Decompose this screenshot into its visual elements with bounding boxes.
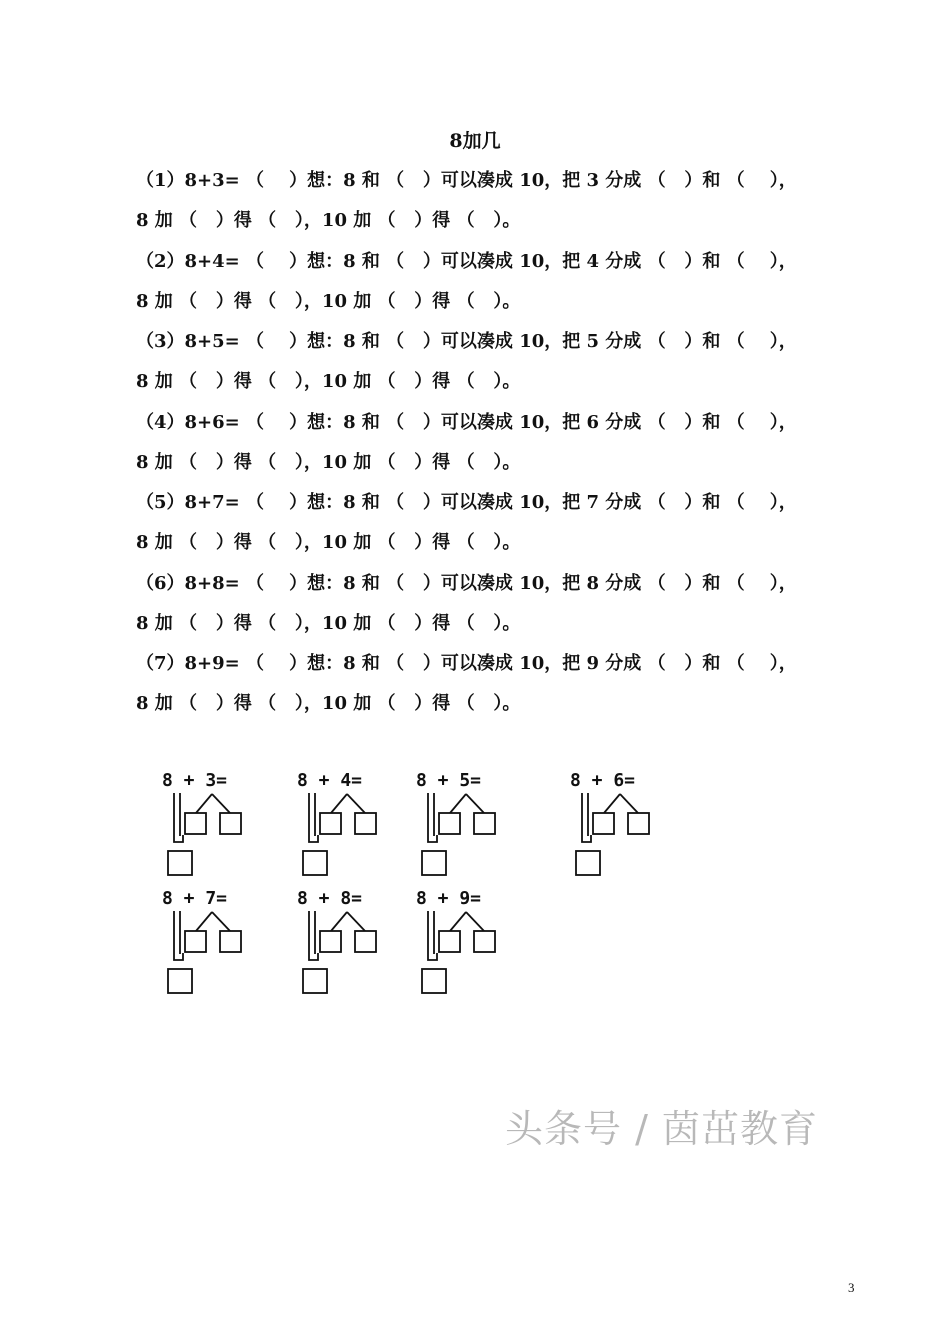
diagram-lines [570, 770, 680, 880]
exercise-line-1: （1）8+3= （ ）想：8 和 （ ）可以凑成 10，把 3 分成 （ ）和 （ ）， [136, 170, 797, 191]
result-box [303, 851, 327, 875]
exercise-line-1: （4）8+6= （ ）想：8 和 （ ）可以凑成 10，把 6 分成 （ ）和 （ ）， [136, 411, 797, 433]
result-box [576, 851, 600, 875]
diagram-lines [162, 888, 272, 998]
answer-box [439, 931, 460, 952]
exercise-line-2: 8 加 （ ）得 （ ），10 加 （ ）得 （ ）。 [136, 451, 521, 473]
branch-line [450, 912, 466, 931]
branch-line [620, 794, 638, 813]
bracket-line [174, 911, 183, 960]
branch-line [196, 912, 212, 931]
answer-box [474, 813, 495, 834]
exercise-line-2: 8 加 （ ）得 （ ），10 加 （ ）得 （ ）。 [136, 693, 521, 714]
answer-box [220, 931, 241, 952]
exercise-line-2: 8 加 （ ）得 （ ），10 加 （ ）得 （ ）。 [136, 612, 521, 634]
exercise-line-1: （2）8+4= （ ）想：8 和 （ ）可以凑成 10，把 4 分成 （ ）和 （ ）， [136, 250, 797, 272]
diagram-lines [297, 888, 407, 998]
decomposition-diagram [162, 770, 292, 880]
branch-line [331, 912, 347, 931]
branch-line [466, 794, 484, 813]
answer-box [185, 813, 206, 834]
result-box [168, 851, 192, 875]
decomposition-diagram [570, 770, 700, 880]
answer-box [355, 813, 376, 834]
bracket-line [428, 911, 437, 960]
answer-box [185, 931, 206, 952]
branch-line [450, 794, 466, 813]
exercise-line-1: （6）8+8= （ ）想：8 和 （ ）可以凑成 10，把 8 分成 （ ）和 （ ）， [136, 572, 797, 594]
branch-line [347, 912, 365, 931]
answer-box [320, 931, 341, 952]
branch-line [196, 794, 212, 813]
exercise-line-2: 8 加 （ ）得 （ ），10 加 （ ）得 （ ）。 [136, 371, 521, 392]
diagram-expression: 8 + 6= [570, 770, 636, 791]
branch-line [331, 794, 347, 813]
decomposition-diagram [416, 770, 546, 880]
exercise-line-1: （5）8+7= （ ）想：8 和 （ ）可以凑成 10，把 7 分成 （ ）和 （ ）， [136, 492, 797, 513]
result-box [168, 969, 192, 993]
diagram-expression: 8 + 9= [416, 888, 482, 909]
bracket-line [428, 793, 437, 842]
page-title: 8加几 [449, 130, 501, 152]
decomposition-diagram [416, 888, 546, 998]
diagram-expression: 8 + 3= [162, 770, 228, 791]
exercise-line-2: 8 加 （ ）得 （ ），10 加 （ ）得 （ ）。 [136, 532, 521, 553]
diagram-expression: 8 + 7= [162, 888, 228, 909]
answer-box [439, 813, 460, 834]
result-box [303, 969, 327, 993]
answer-box [220, 813, 241, 834]
branch-line [347, 794, 365, 813]
bracket-line [582, 793, 591, 842]
bracket-line [174, 793, 183, 842]
diagram-expression: 8 + 5= [416, 770, 482, 791]
answer-box [320, 813, 341, 834]
exercise-line-1: （7）8+9= （ ）想：8 和 （ ）可以凑成 10，把 9 分成 （ ）和 （ ）， [136, 653, 797, 674]
diagram-lines [416, 770, 526, 880]
decomposition-diagram [297, 770, 427, 880]
bracket-line [309, 911, 318, 960]
bracket-line [309, 793, 318, 842]
answer-box [355, 931, 376, 952]
branch-line [212, 912, 230, 931]
page-number: 3 [848, 1280, 855, 1295]
exercise-line-1: （3）8+5= （ ）想：8 和 （ ）可以凑成 10，把 5 分成 （ ）和 （ ）， [136, 331, 797, 352]
diagram-lines [297, 770, 407, 880]
result-box [422, 851, 446, 875]
decomposition-diagram [297, 888, 427, 998]
branch-line [466, 912, 484, 931]
watermark: 头条号 / 茵茁教育 [505, 1107, 818, 1151]
decomposition-diagram [162, 888, 292, 998]
branch-line [604, 794, 620, 813]
result-box [422, 969, 446, 993]
diagram-lines [416, 888, 526, 998]
answer-box [593, 813, 614, 834]
answer-box [628, 813, 649, 834]
answer-box [474, 931, 495, 952]
exercise-line-2: 8 加 （ ）得 （ ），10 加 （ ）得 （ ）。 [136, 290, 521, 312]
diagram-expression: 8 + 4= [297, 770, 363, 791]
exercise-line-2: 8 加 （ ）得 （ ），10 加 （ ）得 （ ）。 [136, 210, 521, 231]
branch-line [212, 794, 230, 813]
diagram-expression: 8 + 8= [297, 888, 363, 909]
diagram-lines [162, 770, 272, 880]
